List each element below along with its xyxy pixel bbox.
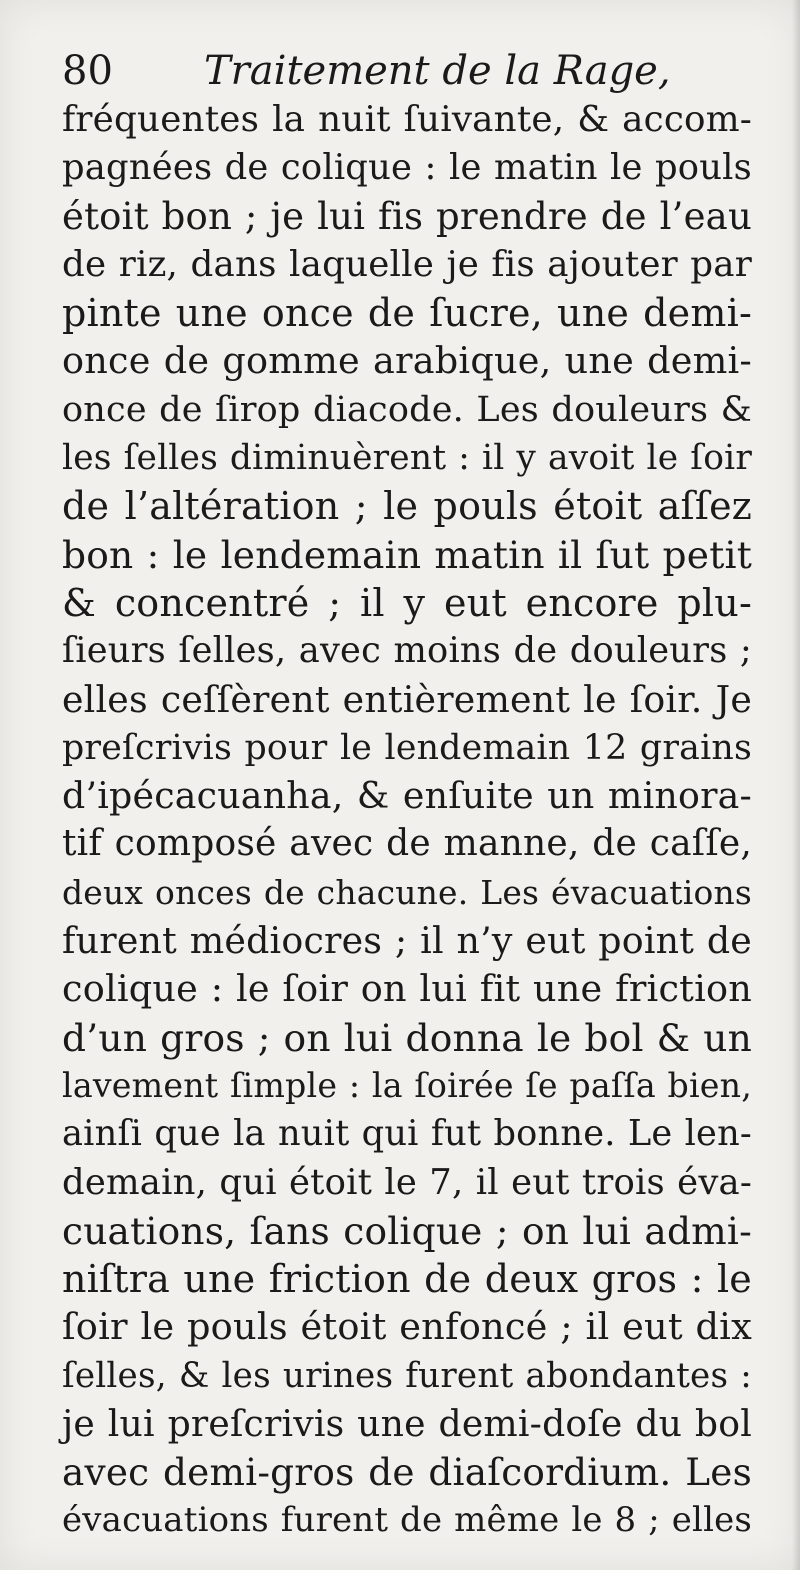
text-line: étoit bon ; je lui fis prendre de l’eau — [62, 194, 752, 238]
text-line: colique : le ſoir on lui fit une friction — [62, 967, 752, 1011]
text-line: once de gomme arabique, une demi- — [62, 339, 752, 383]
text-line: once de ſirop diacode. Les douleurs & — [62, 388, 752, 430]
text-line: preſcrivis pour le lendemain 12 grains — [62, 727, 752, 768]
running-head: Traitement de la Rage, — [204, 48, 671, 94]
text-line: évacuations furent de même le 8 ; elles — [62, 1500, 752, 1540]
text-line: deux onces de chacune. Les évacuations — [62, 872, 752, 912]
text-line: elles ceſſèrent entièrement le ſoir. Je — [62, 677, 752, 721]
text-line: d’un gros ; on lui donna le bol & un — [62, 1015, 752, 1060]
text-line: & concentré ; il y eut encore plu- — [62, 580, 752, 625]
text-line: cuations, ſans colique ; on lui admi- — [62, 1208, 752, 1253]
text-line: furent médiocres ; il n’y eut point de — [62, 919, 752, 963]
body-text — [62, 96, 752, 1545]
text-line: les ſelles diminuèrent : il y avoit le ſoir — [62, 438, 752, 479]
text-line: ſelles, & les urines furent abondantes : — [62, 1355, 752, 1396]
text-line: bon : le lendemain matin il ſut petit — [62, 532, 752, 577]
text-line: d’ipécacuanha, & enſuite un minora- — [62, 774, 752, 818]
text-line: avec demi-gros de diaſcordium. Les — [62, 1450, 752, 1495]
text-line: demain, qui étoit le 7, il eut trois éva- — [62, 1161, 752, 1203]
text-line: lavement ſimple : la ſoirée ſe paſſa bien, — [62, 1065, 752, 1105]
text-line: pagnées de colique : le matin le pouls — [62, 147, 752, 189]
text-line: niſtra une friction de deux gros : le — [62, 1257, 752, 1302]
text-line: ainſi que la nuit qui fut bonne. Le len- — [62, 1113, 752, 1155]
text-line: ſoir le pouls étoit enfoncé ; il eut dix — [62, 1305, 752, 1349]
text-line: de riz, dans laquelle je fis ajouter par — [62, 243, 752, 285]
text-line: ſieurs ſelles, avec moins de douleurs ; — [62, 630, 752, 672]
text-line: de l’altération ; le pouls étoit aſſez — [62, 484, 752, 529]
text-line: fréquentes la nuit ſuivante, & accom- — [62, 99, 752, 140]
text-line: je lui preſcrivis une demi-doſe du bol — [62, 1402, 752, 1446]
page-number: 80 — [62, 48, 113, 94]
text-line: tif composé avec de manne, de caſſe, — [62, 823, 752, 865]
text-line: pinte une once de ſucre, une demi- — [62, 291, 752, 336]
page-edge-shadow — [792, 0, 800, 1570]
page-header — [62, 38, 752, 98]
